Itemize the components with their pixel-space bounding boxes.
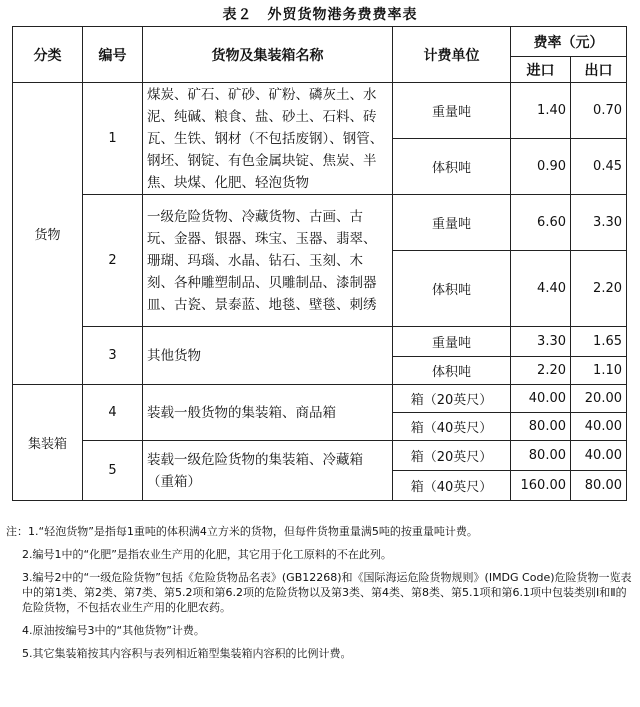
row-number: 1 [83, 83, 143, 195]
billing-unit: 体积吨 [393, 357, 511, 385]
row-number: 4 [83, 385, 143, 441]
category-container: 集装箱 [13, 385, 83, 501]
export-rate: 20.00 [571, 385, 627, 413]
import-rate: 160.00 [511, 471, 571, 501]
row-number: 2 [83, 195, 143, 327]
import-rate: 6.60 [511, 195, 571, 251]
note-4: 4.原油按编号3中的“其他货物”计费。 [22, 624, 205, 637]
header-import: 进口 [511, 57, 571, 83]
goods-name: 一级危险货物、冷藏货物、古画、古玩、金器、银器、珠宝、玉器、翡翠、珊瑚、玛瑙、水晶、钻石、玉刻、木刻、各种雕塑制品、贝雕制品、漆制器皿、古瓷、景泰蓝、地毯、壁毯、刺绣 [143, 195, 393, 327]
header-goods-name: 货物及集装箱名称 [143, 27, 393, 83]
import-rate: 2.20 [511, 357, 571, 385]
billing-unit: 体积吨 [393, 251, 511, 327]
note-3: 3.编号2中的“一级危险货物”包括《危险货物品名表》(GB12268)和《国际海运危险货物规则》(IMDG Code)危险货物一览表中的第1类、第2类、第7类、第5.2项和第6.2项的危险货物以及第3类、第4类、第8类、第5.1项和第6.1项中包装类别Ⅰ和Ⅱ的危险货物，不包括农业生产用的化肥农药。 [22, 571, 632, 614]
billing-unit: 重量吨 [393, 195, 511, 251]
export-rate: 1.10 [571, 357, 627, 385]
import-rate: 40.00 [511, 385, 571, 413]
export-rate: 2.20 [571, 251, 627, 327]
header-billing-unit: 计费单位 [393, 27, 511, 83]
import-rate: 1.40 [511, 83, 571, 139]
import-rate: 0.90 [511, 139, 571, 195]
note-2: 2.编号1中的“化肥”是指农业生产用的化肥，其它用于化工原料的不在此列。 [22, 548, 392, 561]
export-rate: 0.45 [571, 139, 627, 195]
export-rate: 1.65 [571, 327, 627, 357]
billing-unit: 箱（20英尺） [393, 385, 511, 413]
note-5: 5.其它集装箱按其内容积与表列相近箱型集装箱内容积的比例计费。 [22, 647, 352, 660]
table-title: 表２ 外贸货物港务费费率表 [222, 7, 418, 23]
export-rate: 80.00 [571, 471, 627, 501]
billing-unit: 箱（20英尺） [393, 441, 511, 471]
row-number: 5 [83, 441, 143, 501]
header-category: 分类 [13, 27, 83, 83]
export-rate: 0.70 [571, 83, 627, 139]
category-cargo: 货物 [13, 83, 83, 385]
goods-name: 煤炭、矿石、矿砂、矿粉、磷灰土、水泥、纯碱、粮食、盐、砂土、石料、砖瓦、生铁、钢材（不包括废钢）、钢管、钢坯、钢锭、有色金属块锭、焦炭、半焦、块煤、化肥、轻泡货物 [143, 83, 393, 195]
import-rate: 80.00 [511, 441, 571, 471]
billing-unit: 重量吨 [393, 327, 511, 357]
export-rate: 40.00 [571, 441, 627, 471]
billing-unit: 体积吨 [393, 139, 511, 195]
goods-name: 装载一般货物的集装箱、商品箱 [143, 385, 393, 441]
notes-section [6, 524, 634, 669]
export-rate: 3.30 [571, 195, 627, 251]
import-rate: 80.00 [511, 413, 571, 441]
billing-unit: 箱（40英尺） [393, 471, 511, 501]
goods-name: 装载一级危险货物的集装箱、冷藏箱（重箱） [143, 441, 393, 501]
note-1: 注：1.“轻泡货物”是指每1重吨的体积满4立方米的货物，但每件货物重量满5吨的按重量吨计费。 [6, 525, 478, 538]
billing-unit: 箱（40英尺） [393, 413, 511, 441]
goods-name: 其他货物 [143, 327, 393, 385]
import-rate: 3.30 [511, 327, 571, 357]
fee-rate-table [12, 26, 627, 501]
import-rate: 4.40 [511, 251, 571, 327]
header-export: 出口 [571, 57, 627, 83]
header-number: 编号 [83, 27, 143, 83]
export-rate: 40.00 [571, 413, 627, 441]
header-rate: 费率（元） [511, 27, 627, 57]
billing-unit: 重量吨 [393, 83, 511, 139]
row-number: 3 [83, 327, 143, 385]
